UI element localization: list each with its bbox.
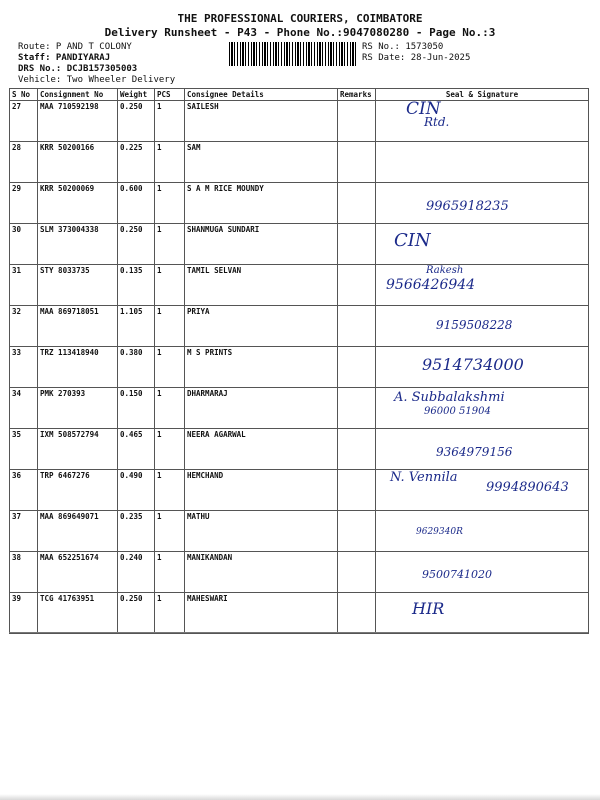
consignment-no: MAA 869718051 <box>38 306 118 347</box>
handwritten-note: 9629340R <box>416 527 463 537</box>
remarks-cell <box>338 470 376 511</box>
handwritten-note: 9994890643 <box>486 480 569 495</box>
table-row <box>10 183 589 224</box>
table-row <box>10 511 589 552</box>
pcs-value: 1 <box>155 101 185 142</box>
table-row <box>10 101 589 142</box>
remarks-cell <box>338 347 376 388</box>
row-sno: 30 <box>10 224 38 265</box>
pcs-value: 1 <box>155 347 185 388</box>
remarks-cell <box>338 265 376 306</box>
scan-edge <box>0 794 600 800</box>
signature-cell <box>376 183 589 224</box>
signature-cell <box>376 224 589 265</box>
pcs-value: 1 <box>155 142 185 183</box>
table-row <box>10 388 589 429</box>
handwritten-signature: N. Vennila <box>390 470 458 485</box>
table-row <box>10 142 589 183</box>
handwritten-note: 9500741020 <box>422 568 492 581</box>
handwritten-signature: HIR <box>412 599 445 618</box>
weight-value: 0.240 <box>118 552 155 593</box>
consignee-name: SAM <box>185 142 338 183</box>
runsheet-table <box>9 88 589 634</box>
signature-cell <box>376 552 589 593</box>
row-sno: 29 <box>10 183 38 224</box>
consignee-name: NEERA AGARWAL <box>185 429 338 470</box>
weight-value: 0.250 <box>118 224 155 265</box>
table-row <box>10 470 589 511</box>
company-title: THE PROFESSIONAL COURIERS, COIMBATORE <box>177 12 423 25</box>
rs-date: RS Date: 28-Jun-2025 <box>362 53 471 63</box>
pcs-value: 1 <box>155 306 185 347</box>
pcs-value: 1 <box>155 388 185 429</box>
consignee-name: SHANMUGA SUNDARI <box>185 224 338 265</box>
runsheet-subtitle: Delivery Runsheet - P43 - Phone No.:9047080280 - Page No.:3 <box>104 26 496 39</box>
pcs-value: 1 <box>155 593 185 634</box>
remarks-cell <box>338 224 376 265</box>
handwritten-note: 9965918235 <box>426 199 509 214</box>
row-sno: 35 <box>10 429 38 470</box>
table-row <box>10 265 589 306</box>
signature-cell <box>376 388 589 429</box>
consignment-no: MAA 652251674 <box>38 552 118 593</box>
weight-value: 0.150 <box>118 388 155 429</box>
remarks-cell <box>338 429 376 470</box>
pcs-value: 1 <box>155 552 185 593</box>
signature-cell <box>376 306 589 347</box>
consignee-name: TAMIL SELVAN <box>185 265 338 306</box>
remarks-cell <box>338 142 376 183</box>
pcs-value: 1 <box>155 224 185 265</box>
consignee-name: S A M RICE MOUNDY <box>185 183 338 224</box>
handwritten-signature: Rakesh <box>426 265 464 276</box>
consignee-name: DHARMARAJ <box>185 388 338 429</box>
consignee-name: M S PRINTS <box>185 347 338 388</box>
col-pcs-header: PCS <box>155 89 185 101</box>
handwritten-note: 9514734000 <box>422 355 524 374</box>
table-header-row <box>10 89 589 101</box>
consignee-name: PRIYA <box>185 306 338 347</box>
signature-cell <box>376 142 589 183</box>
signature-cell <box>376 429 589 470</box>
row-sno: 28 <box>10 142 38 183</box>
weight-value: 0.380 <box>118 347 155 388</box>
handwritten-signature: CIN <box>394 230 431 251</box>
row-sno: 32 <box>10 306 38 347</box>
rs-number: RS No.: 1573050 <box>362 42 444 52</box>
handwritten-note: 9364979156 <box>436 445 513 459</box>
remarks-cell <box>338 306 376 347</box>
handwritten-note: Rtd. <box>424 115 450 129</box>
weight-value: 0.235 <box>118 511 155 552</box>
handwritten-note: 96000 51904 <box>424 406 491 417</box>
weight-value: 0.135 <box>118 265 155 306</box>
handwritten-signature: A. Subbalakshmi <box>394 390 505 405</box>
col-consignee-header: Consignee Details <box>185 89 338 101</box>
drs-label: DRS No.: DCJB157305003 <box>18 64 138 74</box>
route-label: Route: P AND T COLONY <box>18 42 132 52</box>
consignment-no: SLM 373004338 <box>38 224 118 265</box>
row-sno: 39 <box>10 593 38 634</box>
consignee-name: MAHESWARI <box>185 593 338 634</box>
row-sno: 38 <box>10 552 38 593</box>
signature-cell <box>376 470 589 511</box>
weight-value: 0.600 <box>118 183 155 224</box>
weight-value: 0.250 <box>118 101 155 142</box>
consignee-name: MATHU <box>185 511 338 552</box>
table-row <box>10 429 589 470</box>
pcs-value: 1 <box>155 511 185 552</box>
remarks-cell <box>338 511 376 552</box>
signature-cell <box>376 511 589 552</box>
consignee-name: SAILESH <box>185 101 338 142</box>
col-consignment-header: Consignment No <box>38 89 118 101</box>
signature-cell <box>376 593 589 634</box>
pcs-value: 1 <box>155 265 185 306</box>
pcs-value: 1 <box>155 183 185 224</box>
row-sno: 34 <box>10 388 38 429</box>
consignment-no: TRZ 113418940 <box>38 347 118 388</box>
weight-value: 0.490 <box>118 470 155 511</box>
consignment-no: IXM 508572794 <box>38 429 118 470</box>
consignment-no: KRR 50200166 <box>38 142 118 183</box>
remarks-cell <box>338 593 376 634</box>
row-sno: 31 <box>10 265 38 306</box>
remarks-cell <box>338 552 376 593</box>
handwritten-note: 9566426944 <box>386 277 476 293</box>
weight-value: 0.465 <box>118 429 155 470</box>
weight-value: 0.250 <box>118 593 155 634</box>
table-row <box>10 347 589 388</box>
signature-cell <box>376 265 589 306</box>
footer-rule <box>9 632 588 633</box>
consignment-no: TCG 41763951 <box>38 593 118 634</box>
signature-cell <box>376 347 589 388</box>
row-sno: 37 <box>10 511 38 552</box>
staff-label: Staff: PANDIYARAJ <box>18 53 111 63</box>
row-sno: 27 <box>10 101 38 142</box>
row-sno: 36 <box>10 470 38 511</box>
pcs-value: 1 <box>155 470 185 511</box>
consignment-no: MAA 710592198 <box>38 101 118 142</box>
consignment-no: TRP 6467276 <box>38 470 118 511</box>
remarks-cell <box>338 183 376 224</box>
col-weight-header: Weight <box>118 89 155 101</box>
table-row <box>10 552 589 593</box>
col-remarks-header: Remarks <box>338 89 376 101</box>
barcode <box>229 42 357 66</box>
weight-value: 1.105 <box>118 306 155 347</box>
consignee-name: HEMCHAND <box>185 470 338 511</box>
handwritten-signature: CIN <box>406 99 441 119</box>
table-row <box>10 224 589 265</box>
consignment-no: KRR 50200069 <box>38 183 118 224</box>
table-row <box>10 593 589 634</box>
table-row <box>10 306 589 347</box>
signature-cell <box>376 101 589 142</box>
handwritten-note: 9159508228 <box>436 318 513 332</box>
vehicle-label: Vehicle: Two Wheeler Delivery <box>18 75 176 85</box>
consignment-no: MAA 869649071 <box>38 511 118 552</box>
col-sno-header: S No <box>10 89 38 101</box>
col-signature-header: Seal & Signature <box>376 89 589 101</box>
remarks-cell <box>338 101 376 142</box>
consignment-no: STY 8033735 <box>38 265 118 306</box>
row-sno: 33 <box>10 347 38 388</box>
remarks-cell <box>338 388 376 429</box>
weight-value: 0.225 <box>118 142 155 183</box>
pcs-value: 1 <box>155 429 185 470</box>
consignee-name: MANIKANDAN <box>185 552 338 593</box>
consignment-no: PMK 270393 <box>38 388 118 429</box>
